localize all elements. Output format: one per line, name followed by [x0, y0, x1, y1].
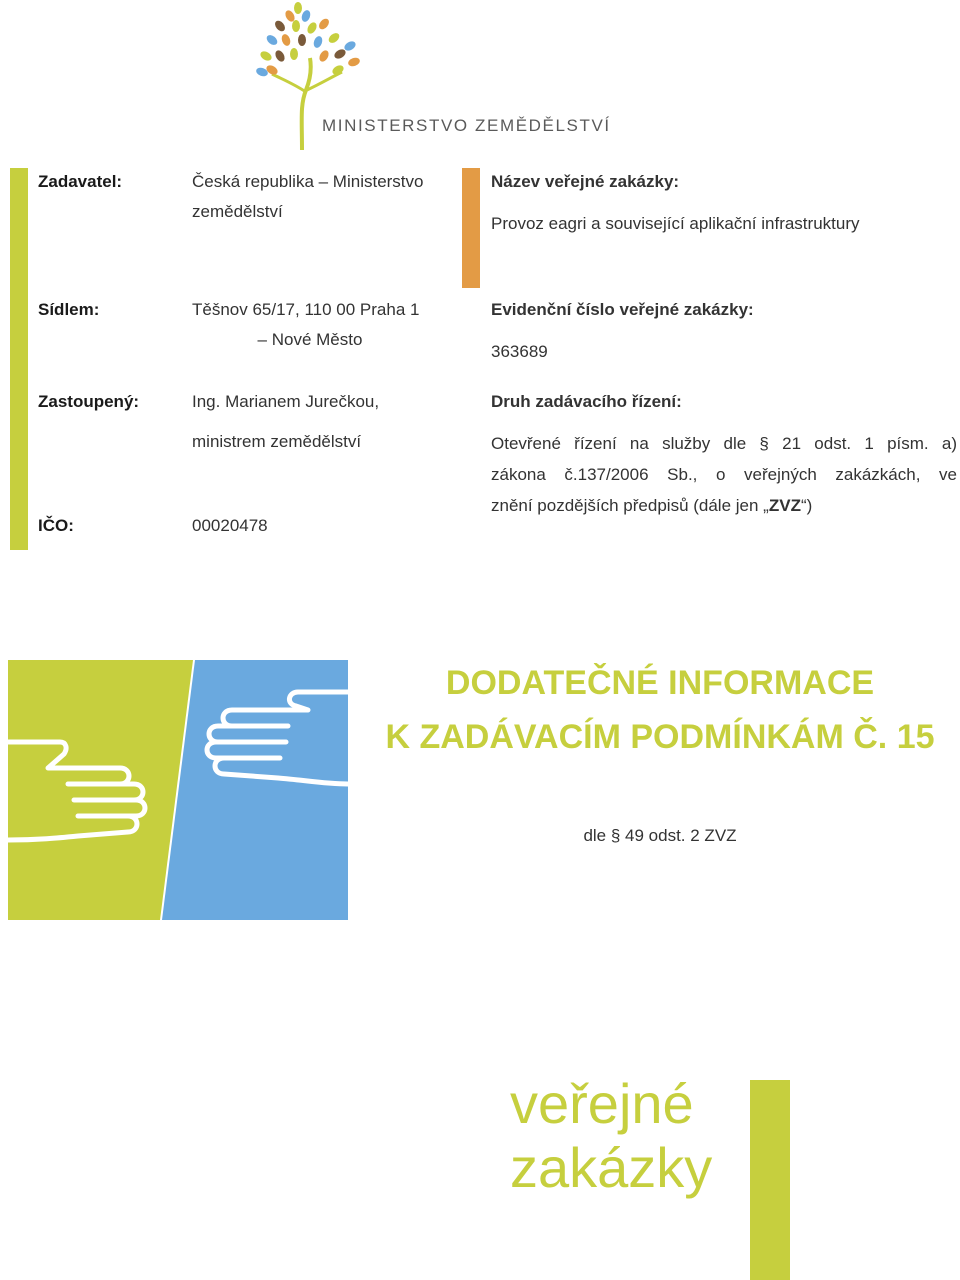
druh-line-3 [491, 490, 957, 521]
evidencni-label: Evidenční číslo veřejné zakázky: [491, 300, 754, 319]
nazev-value: Provoz eagri a související aplikační infrastruktury [491, 214, 860, 233]
zadavatel-line-2: zemědělství [192, 202, 283, 221]
handshake-icon [8, 660, 348, 920]
zastoupeny-line-1: Ing. Marianem Jurečkou, [192, 392, 380, 411]
zadavatel-label: Zadavatel: [38, 172, 123, 191]
verejne-zakazky-logo-line-2: zakázky [510, 1136, 713, 1199]
druh-label: Druh zadávacího řízení: [491, 392, 682, 411]
zadavatel-value [192, 167, 423, 227]
document-subtitle: dle § 49 odst. 2 ZVZ [583, 826, 737, 845]
zastoupeny-line-2: ministrem zemědělství [192, 432, 362, 451]
druh-line-3-post: “) [800, 496, 813, 515]
evidencni-value: 363689 [491, 342, 548, 361]
green-accent-bar [10, 168, 28, 550]
ico-label: IČO: [38, 516, 74, 535]
zadavatel-line-1: Česká republika – Ministerstvo [192, 172, 424, 191]
sidlo-label: Sídlem: [38, 300, 100, 319]
document-title-line-1: DODATEČNÉ INFORMACE [445, 664, 875, 702]
ico-value: 00020478 [192, 516, 268, 535]
druh-value [491, 428, 957, 521]
ministry-logo-text: MINISTERSTVO ZEMĚDĚLSTVÍ [322, 116, 611, 135]
druh-line-3-bold: ZVZ [768, 496, 801, 515]
footer-green-bar [750, 1080, 790, 1280]
sidlo-line-1: Těšnov 65/17, 110 00 Praha 1 [192, 300, 420, 319]
nazev-label: Název veřejné zakázky: [491, 172, 680, 191]
druh-line-3-pre: znění pozdějších předpisů (dále jen „ [491, 496, 769, 515]
document-title-line-2: K ZADÁVACÍM PODMÍNKÁM Č. 15 [385, 718, 935, 756]
orange-accent-bar [462, 168, 480, 288]
verejne-zakazky-logo-line-1: veřejné [510, 1072, 694, 1135]
sidlo-line-2: – Nové Město [257, 330, 363, 349]
sidlo-value [192, 295, 444, 355]
druh-line-2: zákona č.137/2006 Sb., o veřejných zakázkách, ve [491, 465, 957, 484]
zastoupeny-label: Zastoupený: [38, 392, 140, 411]
druh-line-1: Otevřené řízení na služby dle § 21 odst. 1 písm. a) [491, 434, 957, 453]
